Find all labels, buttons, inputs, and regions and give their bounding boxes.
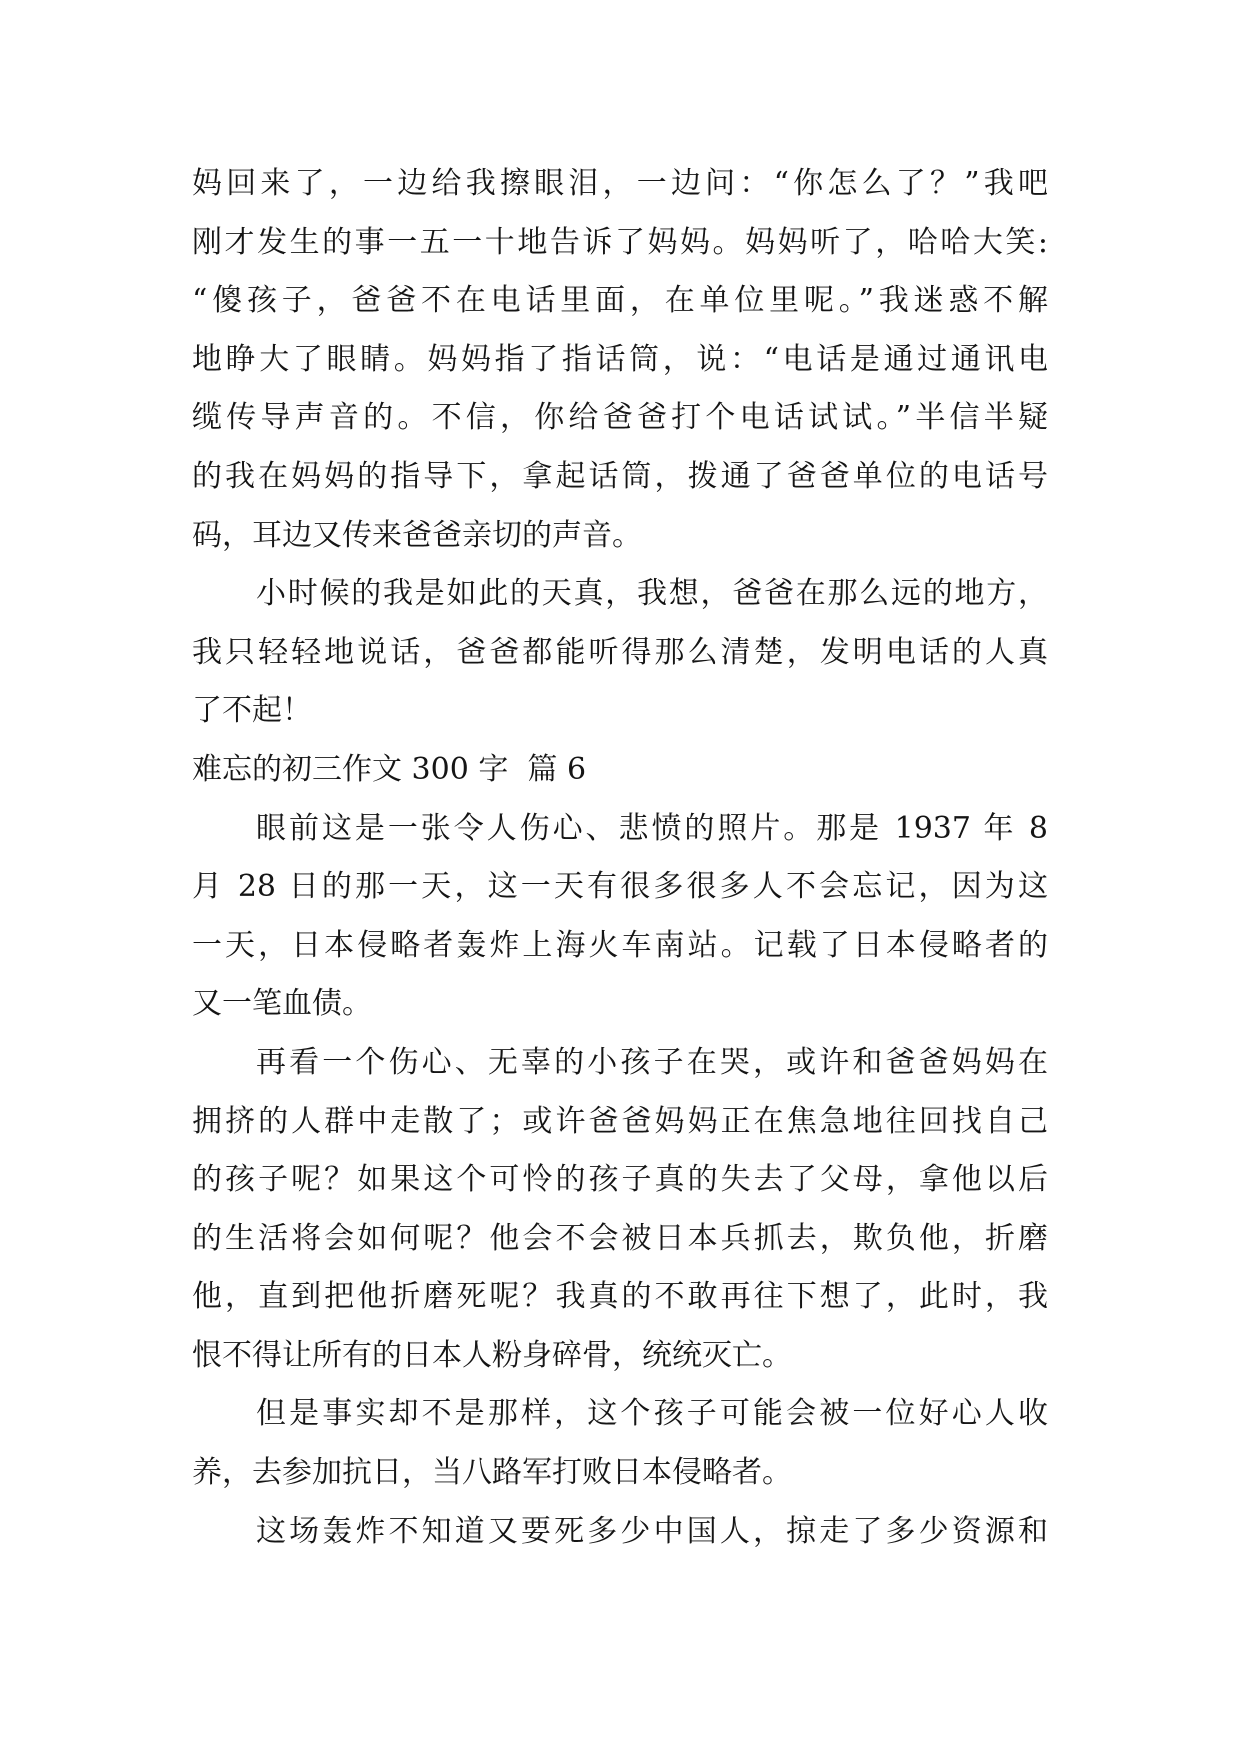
text-line: 再看一个伤心、无辜的小孩子在哭，或许和爸爸妈妈在 bbox=[256, 1044, 1048, 1080]
text-line: 但是事实却不是那样，这个孩子可能会被一位好心人收 bbox=[256, 1396, 1048, 1432]
text-line: “傻孩子，爸爸不在电话里面，在单位里呢。”我迷惑不解 bbox=[192, 283, 1048, 319]
text-line: 了不起！ bbox=[192, 693, 312, 729]
text-line: 又一笔血债。 bbox=[192, 986, 372, 1022]
text-line: 缆传导声音的。不信，你给爸爸打个电话试试。”半信半疑 bbox=[192, 400, 1048, 436]
section-heading: 难忘的初三作文 300 字 篇 6 bbox=[192, 751, 587, 787]
paragraph bbox=[192, 1503, 1048, 1562]
text-line: 一天，日本侵略者轰炸上海火车南站。记载了日本侵略者的 bbox=[192, 927, 1048, 963]
text-line: 刚才发生的事一五一十地告诉了妈妈。妈妈听了，哈哈大笑: bbox=[192, 224, 1048, 260]
text-line: 小时候的我是如此的天真，我想，爸爸在那么远的地方， bbox=[256, 576, 1048, 612]
document-body bbox=[192, 155, 1048, 1561]
text-line: 这场轰炸不知道又要死多少中国人，掠走了多少资源和 bbox=[256, 1513, 1048, 1549]
paragraph bbox=[192, 565, 1048, 741]
text-line: 码，耳边又传来爸爸亲切的声音。 bbox=[192, 517, 642, 553]
text-line: 妈回来了，一边给我擦眼泪，一边问：“你怎么了？”我吧 bbox=[192, 166, 1048, 201]
text-line: 眼前这是一张令人伤心、悲愤的照片。那是 1937 年 8 bbox=[256, 810, 1048, 846]
text-line: 地睁大了眼睛。妈妈指了指话筒，说：“电话是通过通讯电 bbox=[192, 341, 1048, 377]
text-line: 的生活将会如何呢？他会不会被日本兵抓去，欺负他，折磨 bbox=[192, 1220, 1048, 1256]
paragraph bbox=[192, 800, 1048, 1034]
text-line: 养，去参加抗日，当八路军打败日本侵略者。 bbox=[192, 1455, 792, 1491]
paragraph bbox=[192, 1385, 1048, 1502]
paragraph bbox=[192, 155, 1048, 565]
text-line: 的我在妈妈的指导下，拿起话筒，拨通了爸爸单位的电话号 bbox=[192, 458, 1048, 494]
paragraph bbox=[192, 1034, 1048, 1386]
text-line: 月 28 日的那一天，这一天有很多很多人不会忘记，因为这 bbox=[192, 869, 1048, 905]
text-line: 恨不得让所有的日本人粉身碎骨，统统灭亡。 bbox=[192, 1337, 792, 1373]
text-line: 他，直到把他折磨死呢？我真的不敢再往下想了，此时，我 bbox=[192, 1279, 1048, 1315]
text-line: 的孩子呢？如果这个可怜的孩子真的失去了父母，拿他以后 bbox=[192, 1162, 1048, 1198]
text-line: 拥挤的人群中走散了；或许爸爸妈妈正在焦急地往回找自己 bbox=[192, 1103, 1048, 1139]
text-line: 我只轻轻地说话，爸爸都能听得那么清楚，发明电话的人真 bbox=[192, 634, 1048, 670]
